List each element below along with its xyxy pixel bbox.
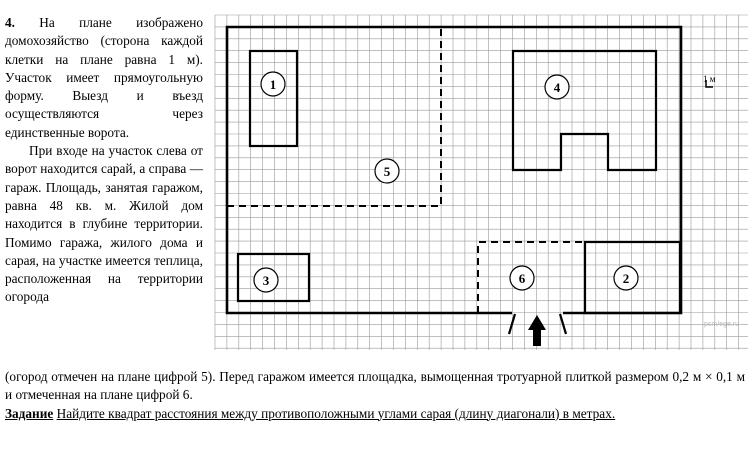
entrance-arrow-icon (528, 315, 546, 346)
problem-intro: На плане изображено домохозяйство (сторона каждой клетки на плане равна 1 м). Участок имеет прямоугольную форму. Выезд и въезд осуществляются через единственные ворота. (5, 15, 204, 140)
problem-paragraph-2: При входе на участок слева от ворот находится сарай, а справа — гараж. Площадь, занятая гаражом, равна 48 кв. м. Жилой дом находится в глубине территории. Помимо гаража, жилого дома и сарая, на участке имеется теплица, расположенная на территории огорода (5, 143, 203, 305)
object-label-6: 6 (518, 271, 526, 286)
problem-text-bottom (5, 368, 745, 423)
problem-text-left: 4. На плане изображено домохозяйство (сторона каждой клетки на плане равна 1 м). Участок имеет прямоугольную форму. Выезд и въезд осуществляются через единственные ворота. При входе на участок слева от ворот находится сарай, а справа — гараж. Площадь, занятая гаражом, равна 48 кв. м. Жилой дом находится в глубине территории. Помимо гаража, жилого дома и сарая, на участке имеется теплица, расположенная на территории огорода (5, 15, 204, 305)
plan-grid (215, 15, 748, 350)
object-label-1: 1 (269, 77, 277, 92)
task-label: Задание (5, 405, 54, 421)
object-label-5: 5 (383, 164, 391, 179)
plan-object-4 (513, 51, 656, 170)
label-circles (254, 72, 638, 292)
object-label-4: 4 (553, 80, 561, 95)
watermark: psm/ege.ru (704, 321, 740, 328)
problem-number: 4 (5, 15, 12, 30)
object-label-2: 2 (622, 271, 630, 286)
object-label-3: 3 (262, 273, 270, 288)
problem-paragraph-2-end: (огород отмечен на плане цифрой 5). Перед гаражом имеется площадка, вымощенная тротуарной плиткой размером 0,2 м × 0,1 м и отмеченная на плане цифрой 6. (5, 369, 745, 403)
task-text: Найдите квадрат расстояния между противоположными углами сарая (длину диагонали) в метрах. (56, 405, 616, 421)
scale-label: 1 м (703, 74, 716, 84)
